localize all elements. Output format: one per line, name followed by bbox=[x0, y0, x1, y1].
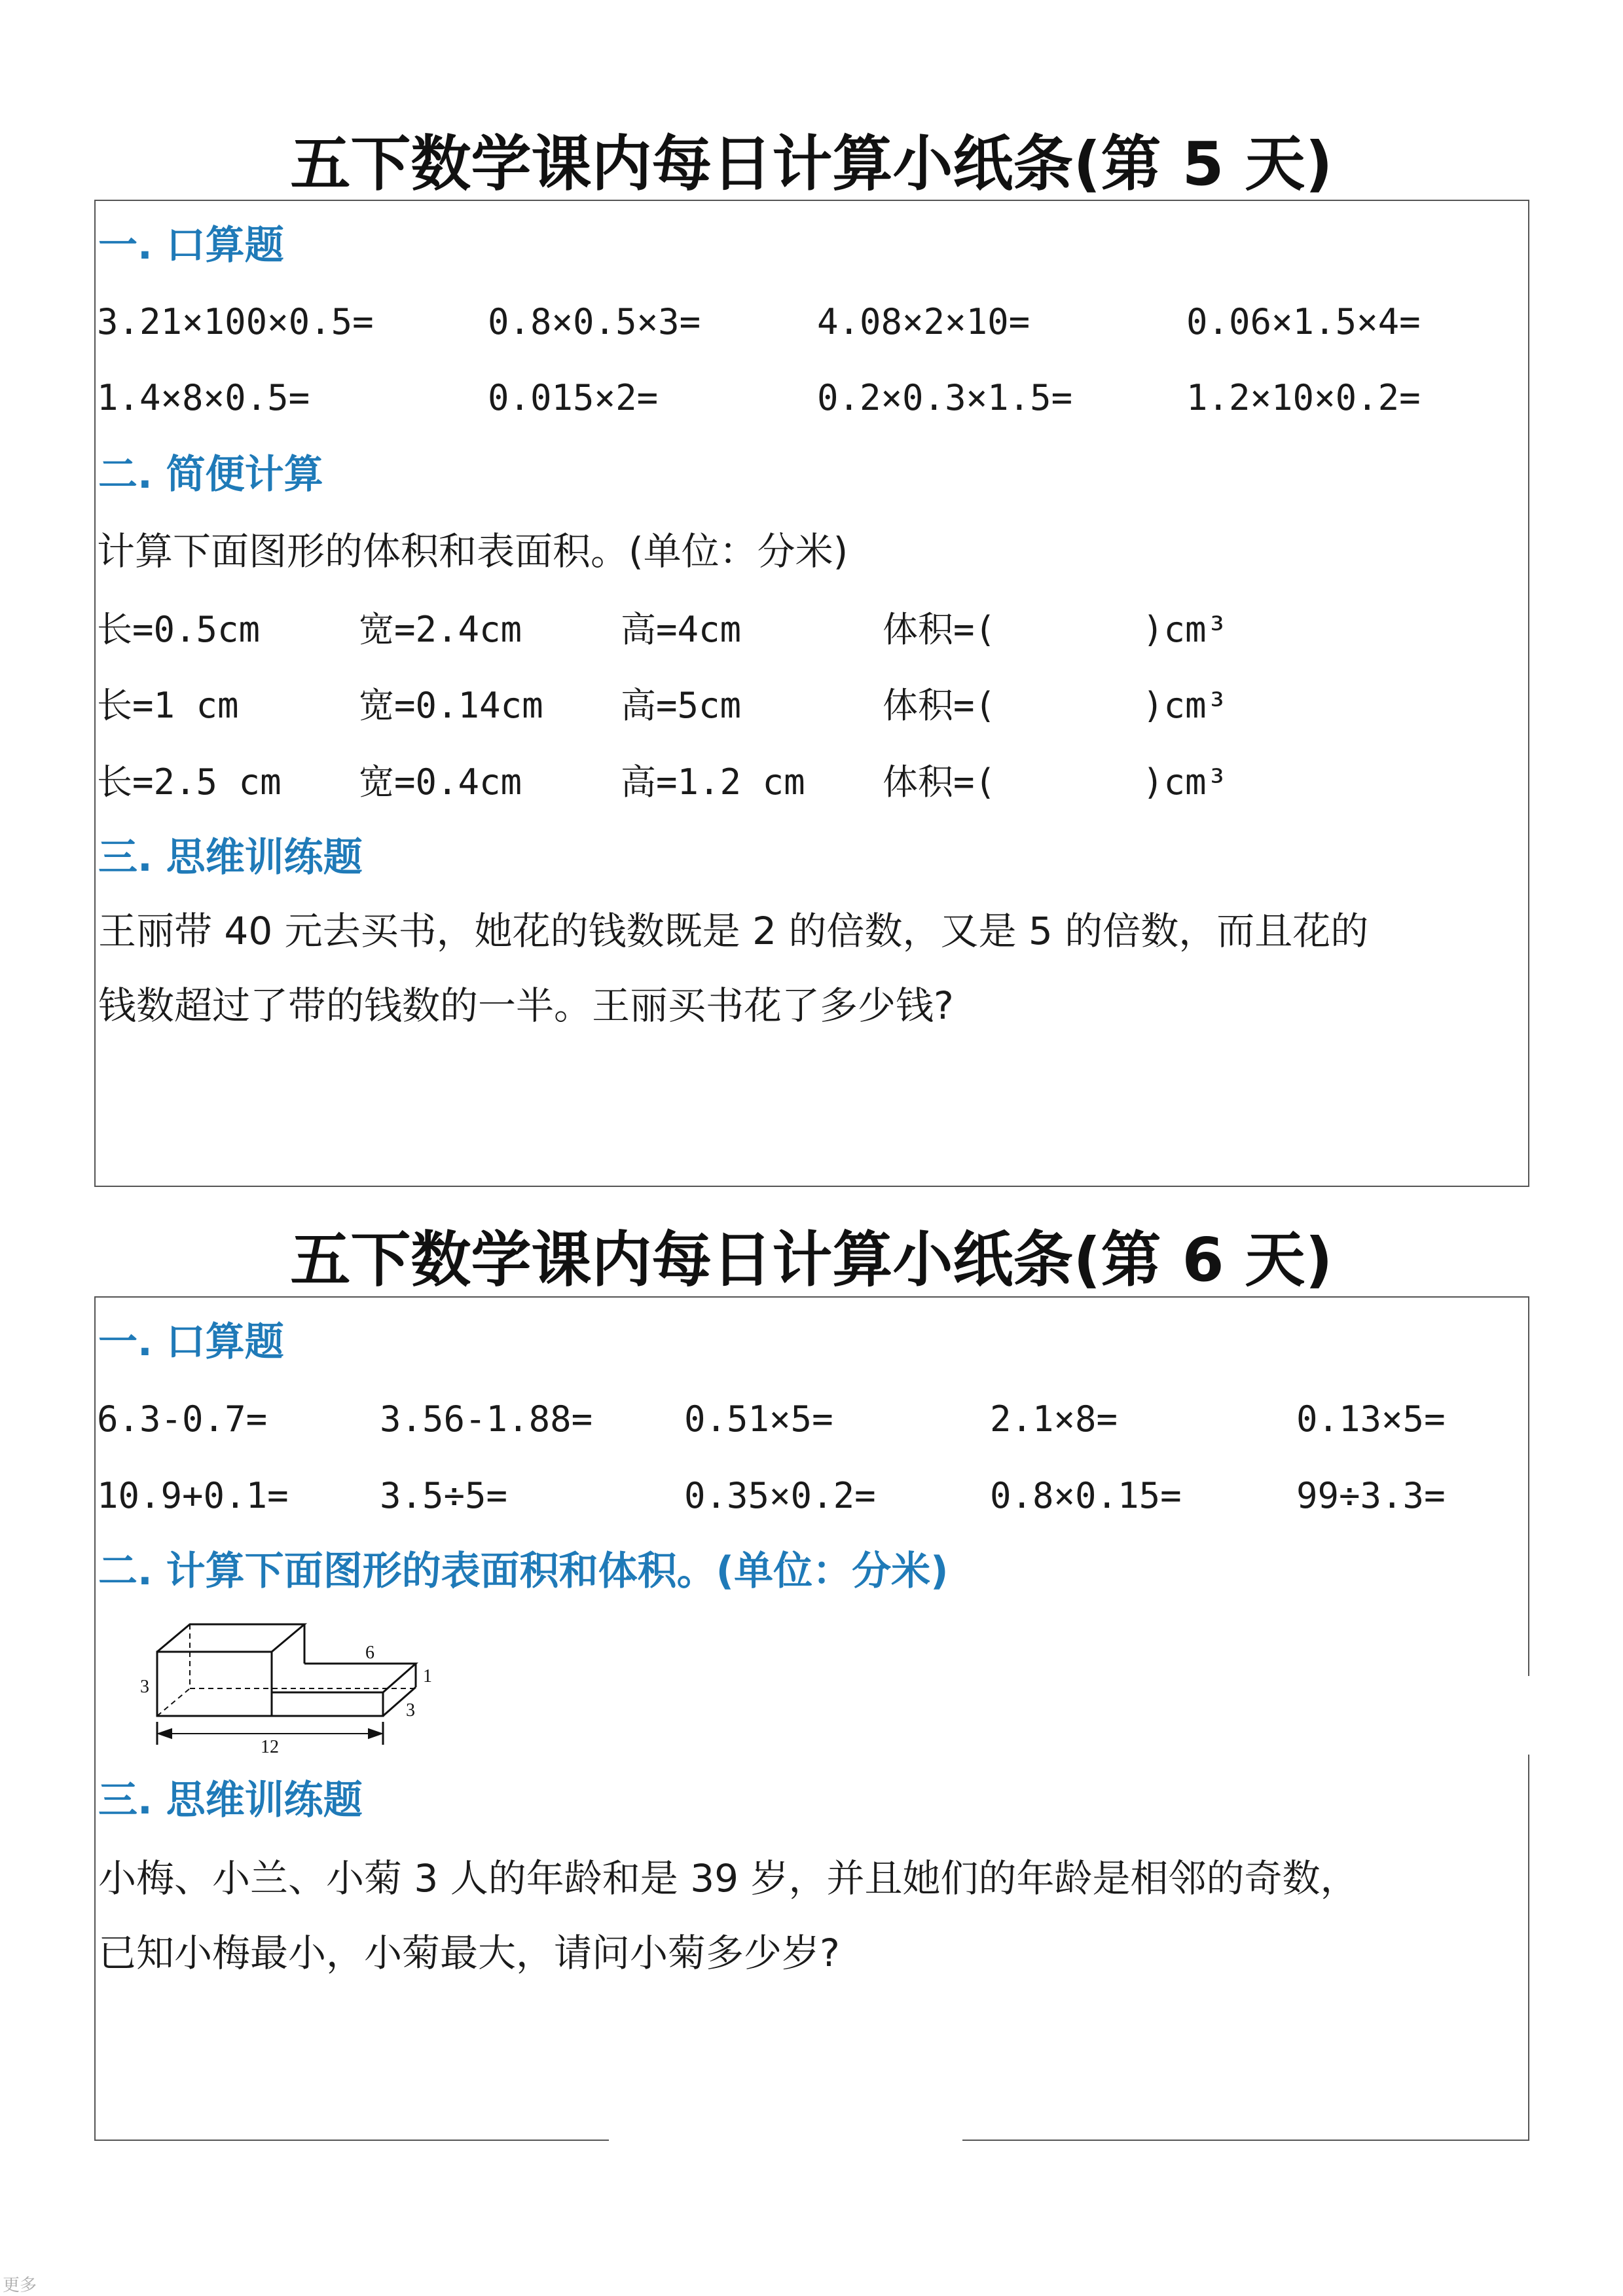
day5-row3-height: 高=1.2 cm bbox=[621, 761, 805, 803]
day5-oral-1-2: 0.8×0.5×3= bbox=[488, 301, 701, 342]
day6-section-thinking: 三. 思维训练题 bbox=[98, 1777, 363, 1823]
hidden-edge-3 bbox=[157, 1688, 190, 1716]
prism-figure bbox=[131, 1614, 458, 1755]
day5-row1-height: 高=4cm bbox=[621, 609, 742, 650]
day5-oral-2-3: 0.2×0.3×1.5= bbox=[817, 377, 1073, 418]
label-height: 3 bbox=[140, 1677, 149, 1697]
day5-row2-height: 高=5cm bbox=[621, 685, 742, 726]
day5-section-thinking: 三. 思维训练题 bbox=[98, 835, 363, 881]
big-box-top bbox=[157, 1624, 304, 1652]
day5-row1-volume: 体积=( bbox=[883, 609, 996, 650]
day5-row1-length: 长=0.5cm bbox=[97, 609, 261, 650]
day5-title: 五下数学课内每日计算小纸条(第 5 天) bbox=[290, 129, 1333, 199]
day6-oral-1-1: 6.3-0.7= bbox=[97, 1398, 268, 1440]
big-box-front bbox=[157, 1652, 272, 1716]
day6-title: 五下数学课内每日计算小纸条(第 6 天) bbox=[290, 1225, 1333, 1295]
day5-oral-1-3: 4.08×2×10= bbox=[817, 301, 1030, 342]
day5-row2-width: 宽=0.14cm bbox=[359, 685, 543, 726]
day6-oral-1-5: 0.13×5= bbox=[1296, 1398, 1446, 1440]
day6-problem-line1: 小梅、小兰、小菊 3 人的年龄和是 39 岁，并且她们的年龄是相邻的奇数， bbox=[98, 1856, 1359, 1901]
day5-problem-line1: 王丽带 40 元去买书，她花的钱数既是 2 的倍数，又是 5 的倍数，而且花的 bbox=[98, 909, 1369, 953]
day6-oral-1-3: 0.51×5= bbox=[684, 1398, 833, 1440]
day5-row3-volume: 体积=( bbox=[883, 761, 996, 803]
day6-oral-2-2: 3.5÷5= bbox=[380, 1475, 508, 1516]
day6-problem-line2: 已知小梅最小，小菊最大，请问小菊多少岁? bbox=[98, 1931, 840, 1975]
label-right: 1 bbox=[423, 1666, 432, 1686]
day6-section-oral: 一. 口算题 bbox=[98, 1319, 284, 1365]
label-top: 6 bbox=[365, 1643, 374, 1663]
footer-mark: 更多 bbox=[3, 2276, 37, 2295]
day6-oral-2-1: 10.9+0.1= bbox=[97, 1475, 289, 1516]
day6-frame-gap-bottom bbox=[609, 2137, 962, 2143]
length-arrowhead-right bbox=[369, 1729, 382, 1738]
day6-oral-2-5: 99÷3.3= bbox=[1296, 1475, 1446, 1516]
day6-oral-2-4: 0.8×0.15= bbox=[990, 1475, 1182, 1516]
day6-frame-gap-right bbox=[1525, 1676, 1532, 1755]
day6-section-surface: 二. 计算下面图形的表面积和体积。(单位：分米) bbox=[98, 1548, 949, 1594]
day5-instruction: 计算下面图形的体积和表面积。(单位：分米) bbox=[97, 529, 848, 574]
day5-oral-2-1: 1.4×8×0.5= bbox=[97, 377, 310, 418]
day5-oral-2-4: 1.2×10×0.2= bbox=[1186, 377, 1421, 418]
day6-oral-1-4: 2.1×8= bbox=[990, 1398, 1118, 1440]
day5-oral-1-4: 0.06×1.5×4= bbox=[1186, 301, 1421, 342]
day5-row1-unit: )cm³ bbox=[1142, 609, 1228, 650]
day5-section-simplify: 二. 简便计算 bbox=[98, 452, 323, 498]
small-box-outline bbox=[272, 1692, 383, 1716]
day5-row1-width: 宽=2.4cm bbox=[359, 609, 522, 650]
day5-row2-length: 长=1 cm bbox=[97, 685, 239, 726]
length-arrowhead-left bbox=[158, 1729, 172, 1738]
day5-row3-unit: )cm³ bbox=[1142, 761, 1228, 803]
day5-row2-volume: 体积=( bbox=[883, 685, 996, 726]
day5-oral-1-1: 3.21×100×0.5= bbox=[97, 301, 374, 342]
day6-oral-2-3: 0.35×0.2= bbox=[684, 1475, 876, 1516]
label-depth: 3 bbox=[406, 1700, 415, 1721]
day6-oral-1-2: 3.56-1.88= bbox=[380, 1398, 593, 1440]
day5-row2-unit: )cm³ bbox=[1142, 685, 1228, 726]
day5-section-oral: 一. 口算题 bbox=[98, 223, 284, 268]
day5-row3-length: 长=2.5 cm bbox=[97, 761, 282, 803]
day5-row3-width: 宽=0.4cm bbox=[359, 761, 522, 803]
label-length: 12 bbox=[261, 1737, 279, 1755]
day5-problem-line2: 钱数超过了带的钱数的一半。王丽买书花了多少钱? bbox=[98, 983, 954, 1028]
day5-oral-2-2: 0.015×2= bbox=[488, 377, 659, 418]
